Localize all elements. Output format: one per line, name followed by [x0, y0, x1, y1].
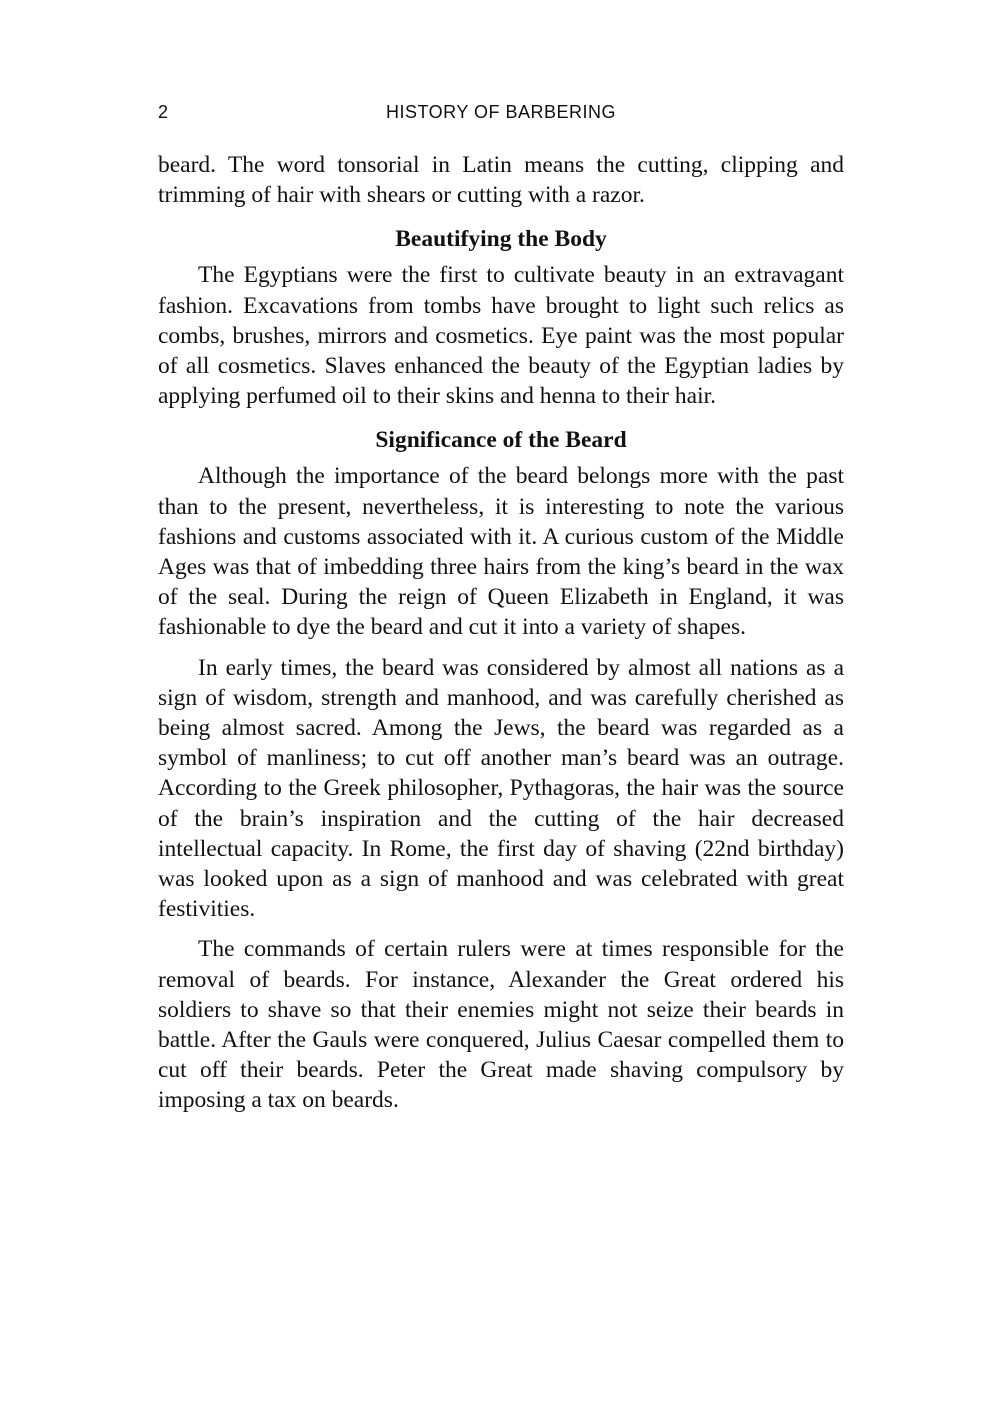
body-text	[158, 150, 844, 1116]
intro-paragraph: beard. The word tonsorial in Latin means the cutting, clipping and trimming of hair with shears or cutting with a razor.	[158, 152, 844, 209]
section-heading-beautifying: Beautifying the Body	[395, 226, 607, 253]
section-heading-beard: Significance of the Beard	[375, 427, 627, 454]
paragraph-beard-customs: Although the importance of the beard belongs more with the past than to the present, nevertheless, it is interesting to note the various fashions and customs associated with it. A curious custom of the Middle Ages was that of imbedding three hairs from the king’s beard in the wax of the seal. During the reign of Queen Elizabeth in England, it was fashionable to dye the beard and cut it into a variety of shapes.	[158, 463, 844, 641]
paragraph-egyptians: The Egyptians were the first to cultivate beauty in an extravagant fashion. Excavations from tombs have brought to light such relics as combs, brushes, mirrors and cosmetics. Eye paint was the most popular of all cosmetics. Slaves enhanced the beauty of the Egyptian ladies by applying perfumed oil to their skins and henna to their hair.	[158, 262, 844, 410]
page-number: 2	[158, 102, 169, 122]
paragraph-early-times: In early times, the beard was considered by almost all nations as a sign of wisdom, strength and manhood, and was carefully cherished as being almost sacred. Among the Jews, the beard was regarded as a symbol of manliness; to cut off another man’s beard was an outrage. According to the Greek philosopher, Pythagoras, the hair was the source of the brain’s inspiration and the cutting of the hair decreased intellectual capacity. In Rome, the first day of shaving (22nd birthday) was looked upon as a sign of manhood and was celebrated with great festivities.	[158, 654, 844, 923]
paragraph-rulers: The commands of certain rulers were at times responsible for the removal of beards. For instance, Alexander the Great ordered his soldiers to shave so that their enemies might not seize their beards in battle. After the Gauls were conquered, Julius Caesar compelled them to cut off their beards. Peter the Great made shaving compulsory by imposing a tax on beards.	[158, 936, 844, 1114]
running-head	[158, 100, 844, 128]
running-title: HISTORY OF BARBERING	[385, 102, 617, 122]
book-page	[158, 100, 844, 1116]
